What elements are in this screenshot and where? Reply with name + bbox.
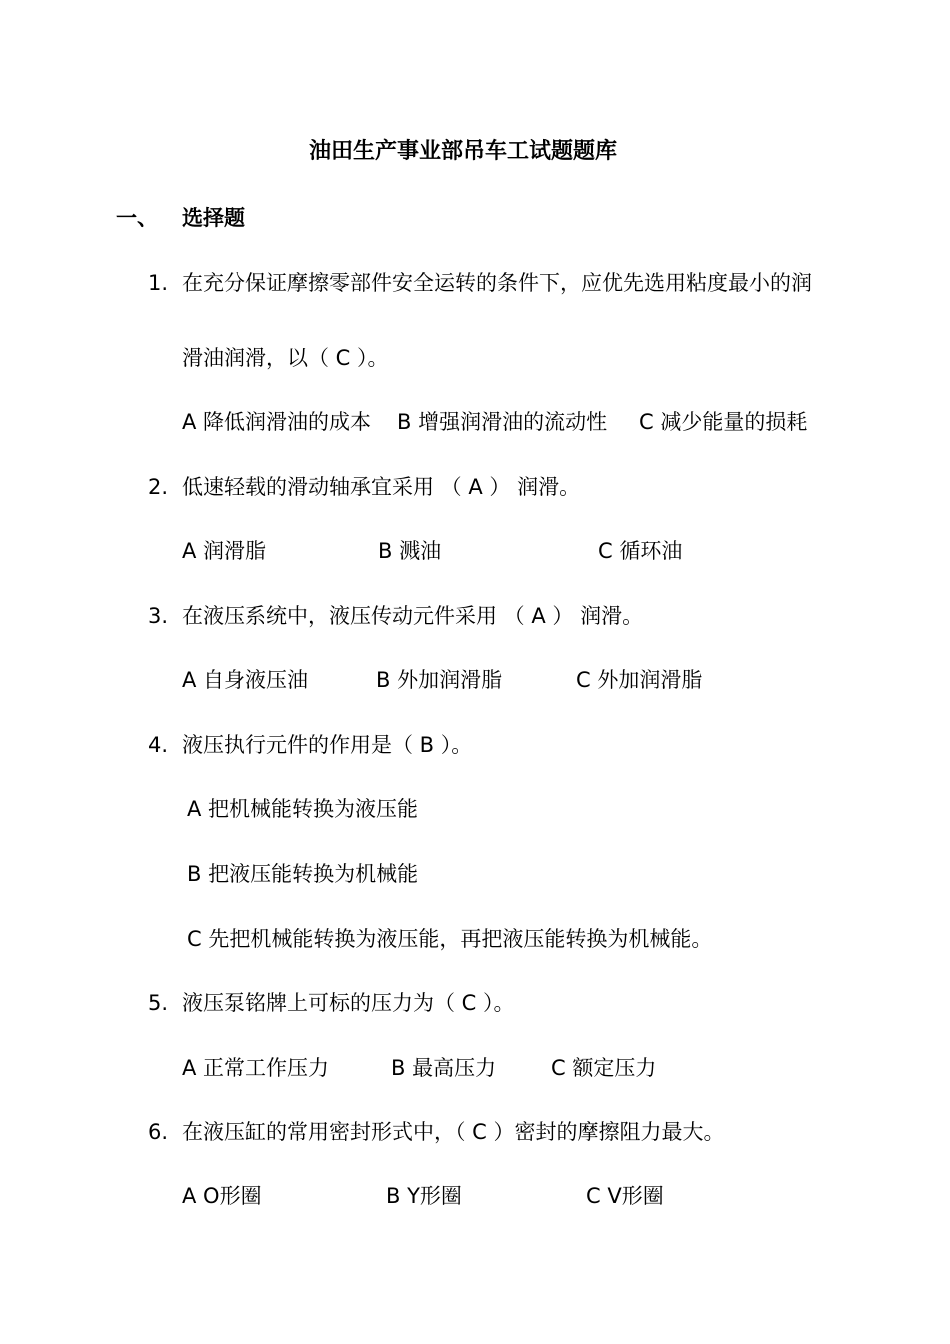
question-number: 5. [148, 991, 169, 1015]
answer-option: C 先把机械能转换为液压能，再把液压能转换为机械能。 [187, 927, 713, 951]
answer-option: B 外加润滑脂 [376, 668, 503, 692]
answer-option: A 正常工作压力 [182, 1056, 330, 1080]
question-number: 6. [148, 1120, 169, 1144]
answer-option: A O形圈 [182, 1184, 262, 1208]
question-stem: 滑油润滑，以（ C ）。 [182, 346, 389, 370]
question-number: 3. [148, 604, 169, 628]
answer-option: A 润滑脂 [182, 539, 267, 563]
answer-option: B 把液压能转换为机械能 [187, 862, 419, 886]
answer-option: A 降低润滑油的成本 [182, 410, 372, 434]
question-stem: 液压泵铭牌上可标的压力为（ C ）。 [182, 991, 515, 1015]
answer-option: B Y形圈 [386, 1184, 462, 1208]
question-stem: 低速轻载的滑动轴承宜采用 （ A ） 润滑。 [182, 475, 581, 499]
question-stem: 液压执行元件的作用是（ B ）。 [182, 733, 473, 757]
page-title: 油田生产事业部吊车工试题题库 [309, 139, 618, 164]
section-label: 选择题 [182, 206, 245, 230]
question-number: 1. [148, 271, 169, 295]
answer-option: A 把机械能转换为液压能 [187, 797, 419, 821]
answer-option: B 最高压力 [391, 1056, 497, 1080]
answer-option: A 自身液压油 [182, 668, 309, 692]
answer-option: B 增强润滑油的流动性 [397, 410, 608, 434]
section-number: 一、 [116, 206, 158, 230]
answer-option: C V形圈 [586, 1184, 664, 1208]
answer-option: B 溅油 [378, 539, 442, 563]
question-stem: 在液压缸的常用密封形式中，（ C ）密封的摩擦阻力最大。 [182, 1120, 725, 1144]
question-number: 4. [148, 733, 169, 757]
answer-option: C 额定压力 [551, 1056, 657, 1080]
question-number: 2. [148, 475, 169, 499]
question-stem: 在液压系统中，液压传动元件采用 （ A ） 润滑。 [182, 604, 644, 628]
question-stem: 在充分保证摩擦零部件安全运转的条件下，应优先选用粘度最小的润 [182, 271, 812, 295]
answer-option: C 外加润滑脂 [576, 668, 703, 692]
answer-option: C 减少能量的损耗 [639, 410, 808, 434]
answer-option: C 循环油 [598, 539, 683, 563]
